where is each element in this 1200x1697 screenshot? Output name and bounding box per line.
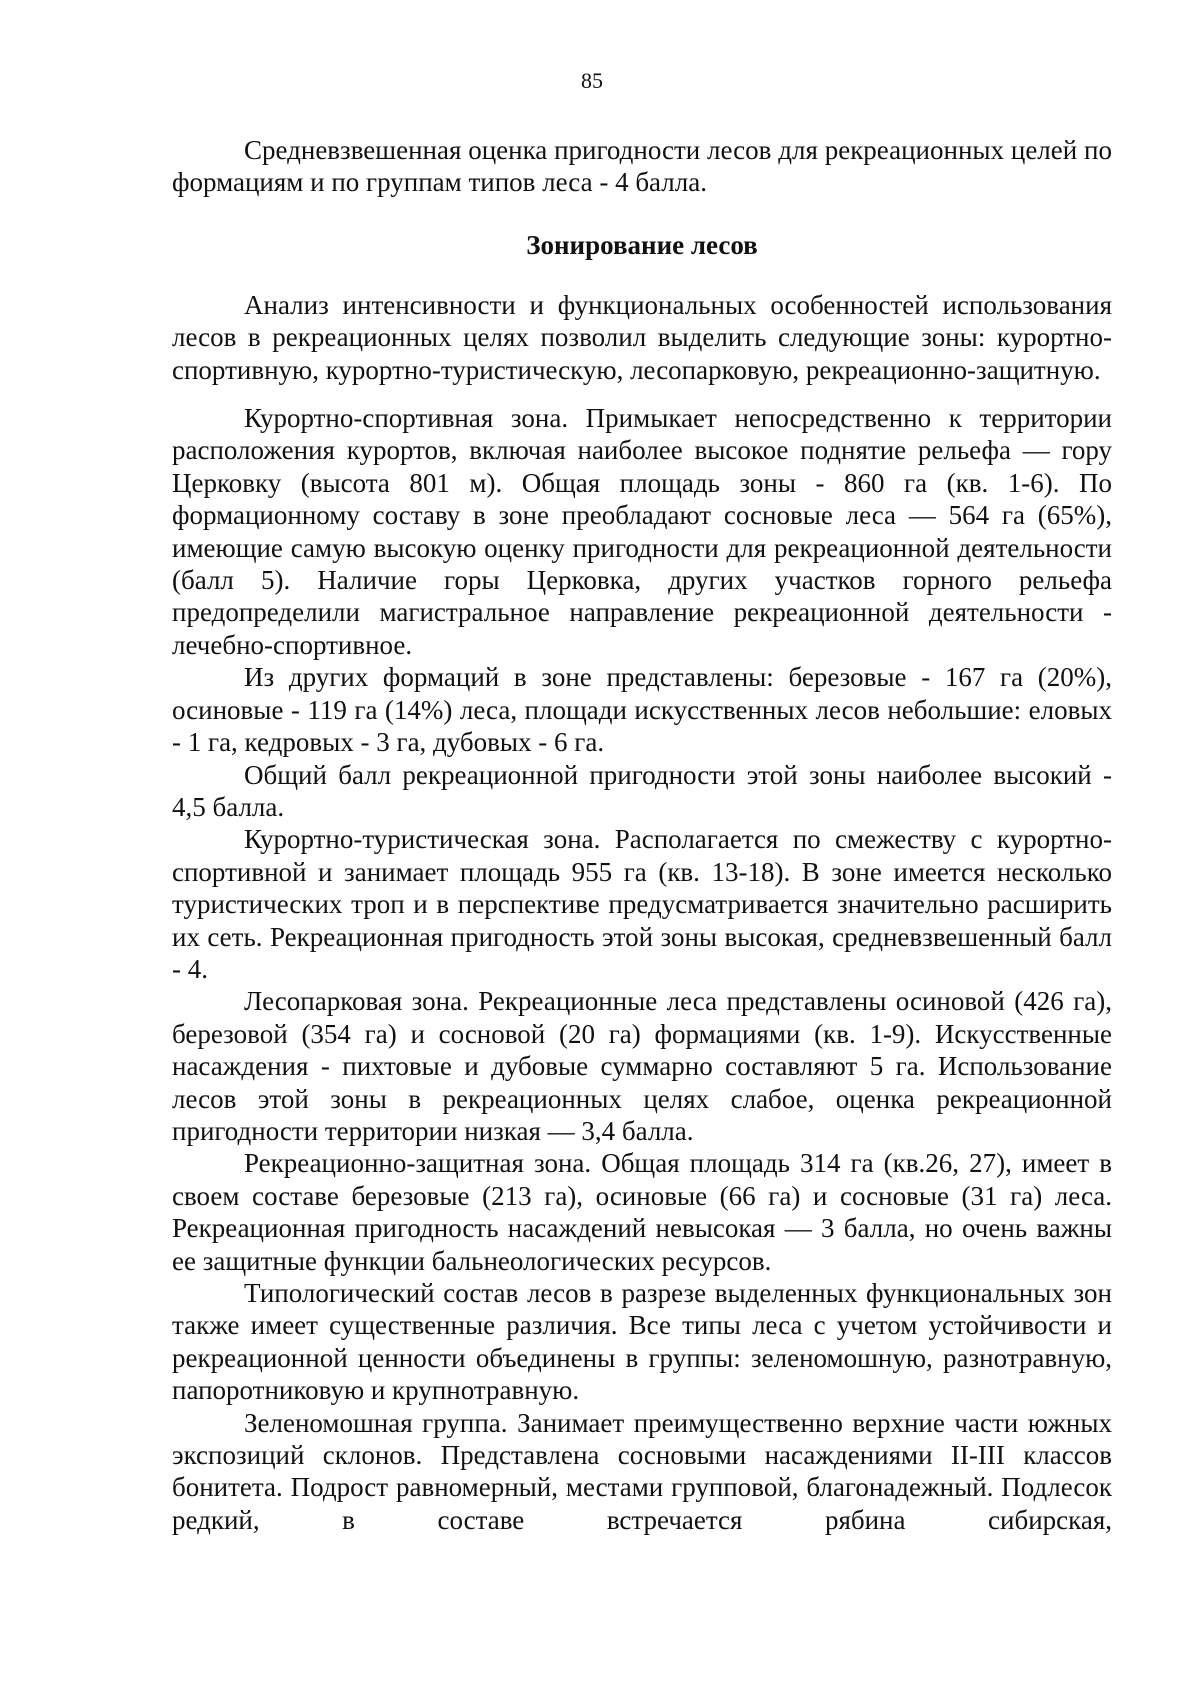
paragraph-green-moss-group: Зеленомошная группа. Занимает преимущественно верхние части южных экспозиций склонов. Представлена сосновыми насаждениями II-III классов бонитета. Подрост равномерный, местами групповой, благонадежный. Подлесок редкий, в составе встречается рябина сибирская, <box>172 1407 1112 1535</box>
section-heading: Зонирование лесов <box>526 229 758 260</box>
paragraph-forest-park-zone: Лесопарковая зона. Рекреационные леса представлены осиновой (426 га), березовой (354 га) и сосновой (20 га) формациями (кв. 1-9). Искусственные насаждения - пихтовые и дубовые суммарно составляют 5 га. Использование лесов этой зоны в рекреационных целях слабое, оценка рекреационной пригодности территории низкая — 3,4 балла. <box>172 986 1112 1146</box>
paragraph-total-score: Общий балл рекреационной пригодности этой зоны наиболее высокий - 4,5 балла. <box>172 759 1112 822</box>
page-number: 85 <box>581 68 603 93</box>
paragraph-recreation-protective-zone: Рекреационно-защитная зона. Общая площадь 314 га (кв.26, 27), имеет в своем составе березовые (213 га), осиновые (66 га) и сосновые (31 га) леса. Рекреационная пригодность насаждений невысокая — 3 балла, но очень важны ее защитные функции бальнеологических ресурсов. <box>172 1148 1112 1276</box>
paragraph-resort-sport-zone: Курортно-спортивная зона. Примыкает непосредственно к территории расположения курортов, включая наиболее высокое поднятие рельефа — гору Церковку (высота 801 м). Общая площадь зоны - 860 га (кв. 1-6). По формационному составу в зоне преобладают сосновые леса — 564 га (65%), имеющие самую высокую оценку пригодности для рекреационной деятельности (балл 5). Наличие горы Церковка, других участков горного рельефа предопределили магистральное направление рекреационной деятельности - лечебно-спортивное. <box>172 403 1112 660</box>
paragraph-resort-tourist-zone: Курортно-туристическая зона. Располагается по смежеству с курортно-спортивной и занимает площадь 955 га (кв. 13-18). В зоне имеется несколько туристических троп и в перспективе предусматривается значительно расширить их сеть. Рекреационная пригодность этой зоны высокая, средневзвешенный балл - 4. <box>172 824 1112 984</box>
paragraph-other-formations: Из других формаций в зоне представлены: березовые - 167 га (20%), осиновые - 119 га (14%) леса, площади искусственных лесов небольшие: еловых - 1 га, кедровых - 3 га, дубовых - 6 га. <box>172 662 1112 758</box>
intro-paragraph: Средневзвешенная оценка пригодности лесов для рекреационных целей по формациям и по группам типов леса - 4 балла. <box>172 135 1112 198</box>
paragraph-typological-composition: Типологический состав лесов в разрезе выделенных функциональных зон также имеет существенные различия. Все типы леса с учетом устойчивости и рекреационной ценности объединены в группы: зеленомошную, разнотравную, папоротниковую и крупнотравную. <box>172 1278 1112 1406</box>
paragraph-zones-overview: Анализ интенсивности и функциональных особенностей использования лесов в рекреационных целях позволил выделить следующие зоны: курортно-спортивную, курортно-туристическую, лесопарковую, рекреационно-защитную. <box>172 289 1112 385</box>
document-body <box>172 134 1112 1536</box>
